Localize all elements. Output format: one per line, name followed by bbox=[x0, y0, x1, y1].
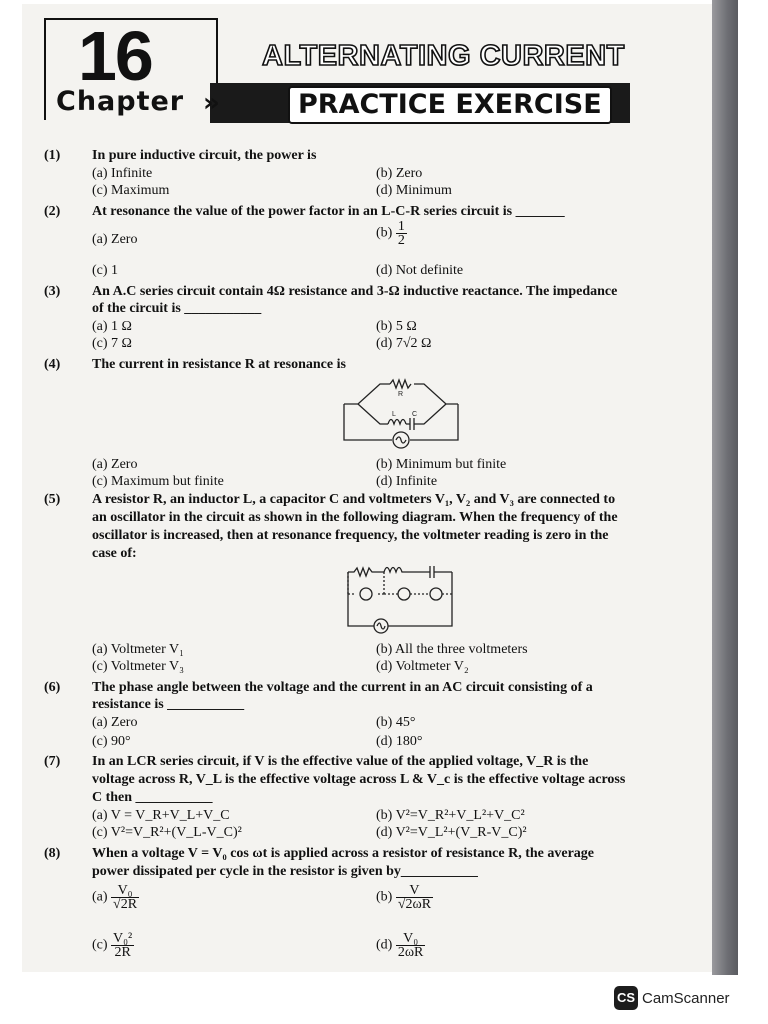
camscanner-watermark bbox=[614, 986, 730, 1010]
question-text: An A.C series circuit contain 4Ω resistance and 3-Ω inductive reactance. The impedance bbox=[92, 284, 618, 299]
numerator: 1 bbox=[397, 219, 405, 234]
question-text: The current in resistance R at resonance is bbox=[92, 357, 346, 372]
option-label: (b) bbox=[376, 889, 393, 905]
option-label: (a) bbox=[92, 889, 108, 905]
fraction bbox=[111, 884, 139, 911]
option-c: (c) V²=V_R²+(V_L-V_C)² bbox=[92, 825, 242, 840]
option-label: (c) bbox=[92, 937, 108, 953]
circuit-diagram-q4 bbox=[338, 374, 464, 450]
question-text: When a voltage V = V₀ cos ωt is applied across a resistor of resistance R, the average bbox=[92, 846, 595, 861]
question-number: (4) bbox=[44, 357, 61, 372]
chapter-number: 16 bbox=[78, 17, 152, 95]
option-c: (c) Maximum bbox=[92, 183, 170, 198]
question-text-cont: of the circuit is ___________ bbox=[92, 301, 262, 316]
fraction bbox=[396, 220, 407, 247]
option-b: (b) Minimum but finite bbox=[376, 457, 507, 472]
question-number: (8) bbox=[44, 846, 61, 861]
option-c bbox=[92, 932, 134, 959]
option-label: (b) bbox=[376, 225, 393, 241]
denominator: 2R bbox=[114, 945, 131, 960]
option-c: (c) 7 Ω bbox=[92, 336, 132, 351]
denominator: √2R bbox=[113, 897, 138, 912]
denominator: 2ωR bbox=[397, 945, 424, 960]
question-text: In an LCR series circuit, if V is the effective value of the applied voltage, V_R is the bbox=[92, 754, 589, 769]
option-a: (a) Zero bbox=[92, 715, 138, 730]
option-d: (d) Not definite bbox=[376, 263, 464, 278]
question-text-cont: case of: bbox=[92, 546, 137, 561]
chevron-icon: » bbox=[203, 88, 214, 118]
option-a: (a) Zero bbox=[92, 457, 138, 472]
question-number: (5) bbox=[44, 492, 61, 507]
option-d: (d) V²=V_L²+(V_R-V_C)² bbox=[376, 825, 527, 840]
book-spine bbox=[712, 0, 738, 975]
option-c: (c) Voltmeter V₃ bbox=[92, 659, 184, 674]
question-text-cont: power dissipated per cycle in the resistor is given by___________ bbox=[92, 864, 478, 879]
section-title: PRACTICE EXERCISE bbox=[288, 86, 612, 124]
option-a: (a) Zero bbox=[92, 232, 138, 247]
camscanner-logo-icon: CS bbox=[614, 986, 638, 1010]
question-text: A resistor R, an inductor L, a capacitor C and voltmeters V₁, V₂ and V₃ are connected to bbox=[92, 492, 616, 507]
option-b: (b) All the three voltmeters bbox=[376, 642, 528, 657]
option-b: (b) 5 Ω bbox=[376, 319, 417, 334]
circuit-diagram-q5 bbox=[344, 564, 456, 636]
camscanner-text: CamScanner bbox=[642, 989, 730, 1007]
chapter-title: ALTERNATING CURRENT bbox=[262, 40, 625, 72]
option-b: (b) 45° bbox=[376, 715, 416, 730]
option-d: (d) Minimum bbox=[376, 183, 452, 198]
option-a: (a) V = V_R+V_L+V_C bbox=[92, 808, 230, 823]
option-b bbox=[376, 884, 433, 911]
denominator: 2 bbox=[397, 233, 405, 248]
question-number: (1) bbox=[44, 148, 61, 163]
question-text-cont: C then ___________ bbox=[92, 790, 213, 805]
inductor-label: L bbox=[392, 411, 396, 418]
question-text-cont: resistance is ___________ bbox=[92, 697, 245, 712]
question-number: (3) bbox=[44, 284, 61, 299]
question-text-cont: voltage across R, V_L is the effective voltage across L & V_c is the effective voltage across bbox=[92, 772, 626, 787]
fraction bbox=[111, 932, 134, 959]
option-a: (a) 1 Ω bbox=[92, 319, 132, 334]
question-text-cont: an oscillator in the circuit as shown in the following diagram. When the frequency of the bbox=[92, 510, 618, 525]
question-number: (6) bbox=[44, 680, 61, 695]
option-label: (d) bbox=[376, 937, 393, 953]
question-number: (7) bbox=[44, 754, 61, 769]
fraction bbox=[396, 884, 433, 911]
option-a: (a) Infinite bbox=[92, 166, 153, 181]
numerator: V₀ bbox=[396, 932, 426, 946]
question-text: At resonance the value of the power factor in an L-C-R series circuit is _______ bbox=[92, 204, 565, 219]
option-d: (d) Infinite bbox=[376, 474, 438, 489]
numerator: V bbox=[396, 884, 433, 898]
option-c: (c) Maximum but finite bbox=[92, 474, 224, 489]
option-c: (c) 1 bbox=[92, 263, 119, 278]
option-c: (c) 90° bbox=[92, 734, 131, 749]
numerator: V₀² bbox=[113, 931, 133, 946]
option-d: (d) Voltmeter V₂ bbox=[376, 659, 469, 674]
fraction bbox=[396, 932, 426, 959]
option-d bbox=[376, 932, 425, 959]
resistor-label: R bbox=[398, 391, 404, 398]
question-text: The phase angle between the voltage and the current in an AC circuit consisting of a bbox=[92, 680, 593, 695]
option-a: (a) Voltmeter V₁ bbox=[92, 642, 184, 657]
option-a bbox=[92, 884, 139, 911]
option-b: (b) Zero bbox=[376, 166, 423, 181]
question-number: (2) bbox=[44, 204, 61, 219]
option-b: (b) V²=V_R²+V_L²+V_C² bbox=[376, 808, 525, 823]
capacitor-label: C bbox=[412, 411, 418, 418]
denominator: √2ωR bbox=[397, 897, 432, 912]
numerator: V₀ bbox=[111, 884, 139, 898]
option-b bbox=[376, 220, 407, 247]
question-text: In pure inductive circuit, the power is bbox=[92, 148, 317, 163]
question-text-cont: oscillator is increased, then at resonance frequency, the voltmeter reading is zero in the bbox=[92, 528, 609, 543]
chapter-label: Chapter bbox=[56, 86, 185, 117]
option-d: (d) 180° bbox=[376, 734, 423, 749]
option-d: (d) 7√2 Ω bbox=[376, 336, 432, 351]
